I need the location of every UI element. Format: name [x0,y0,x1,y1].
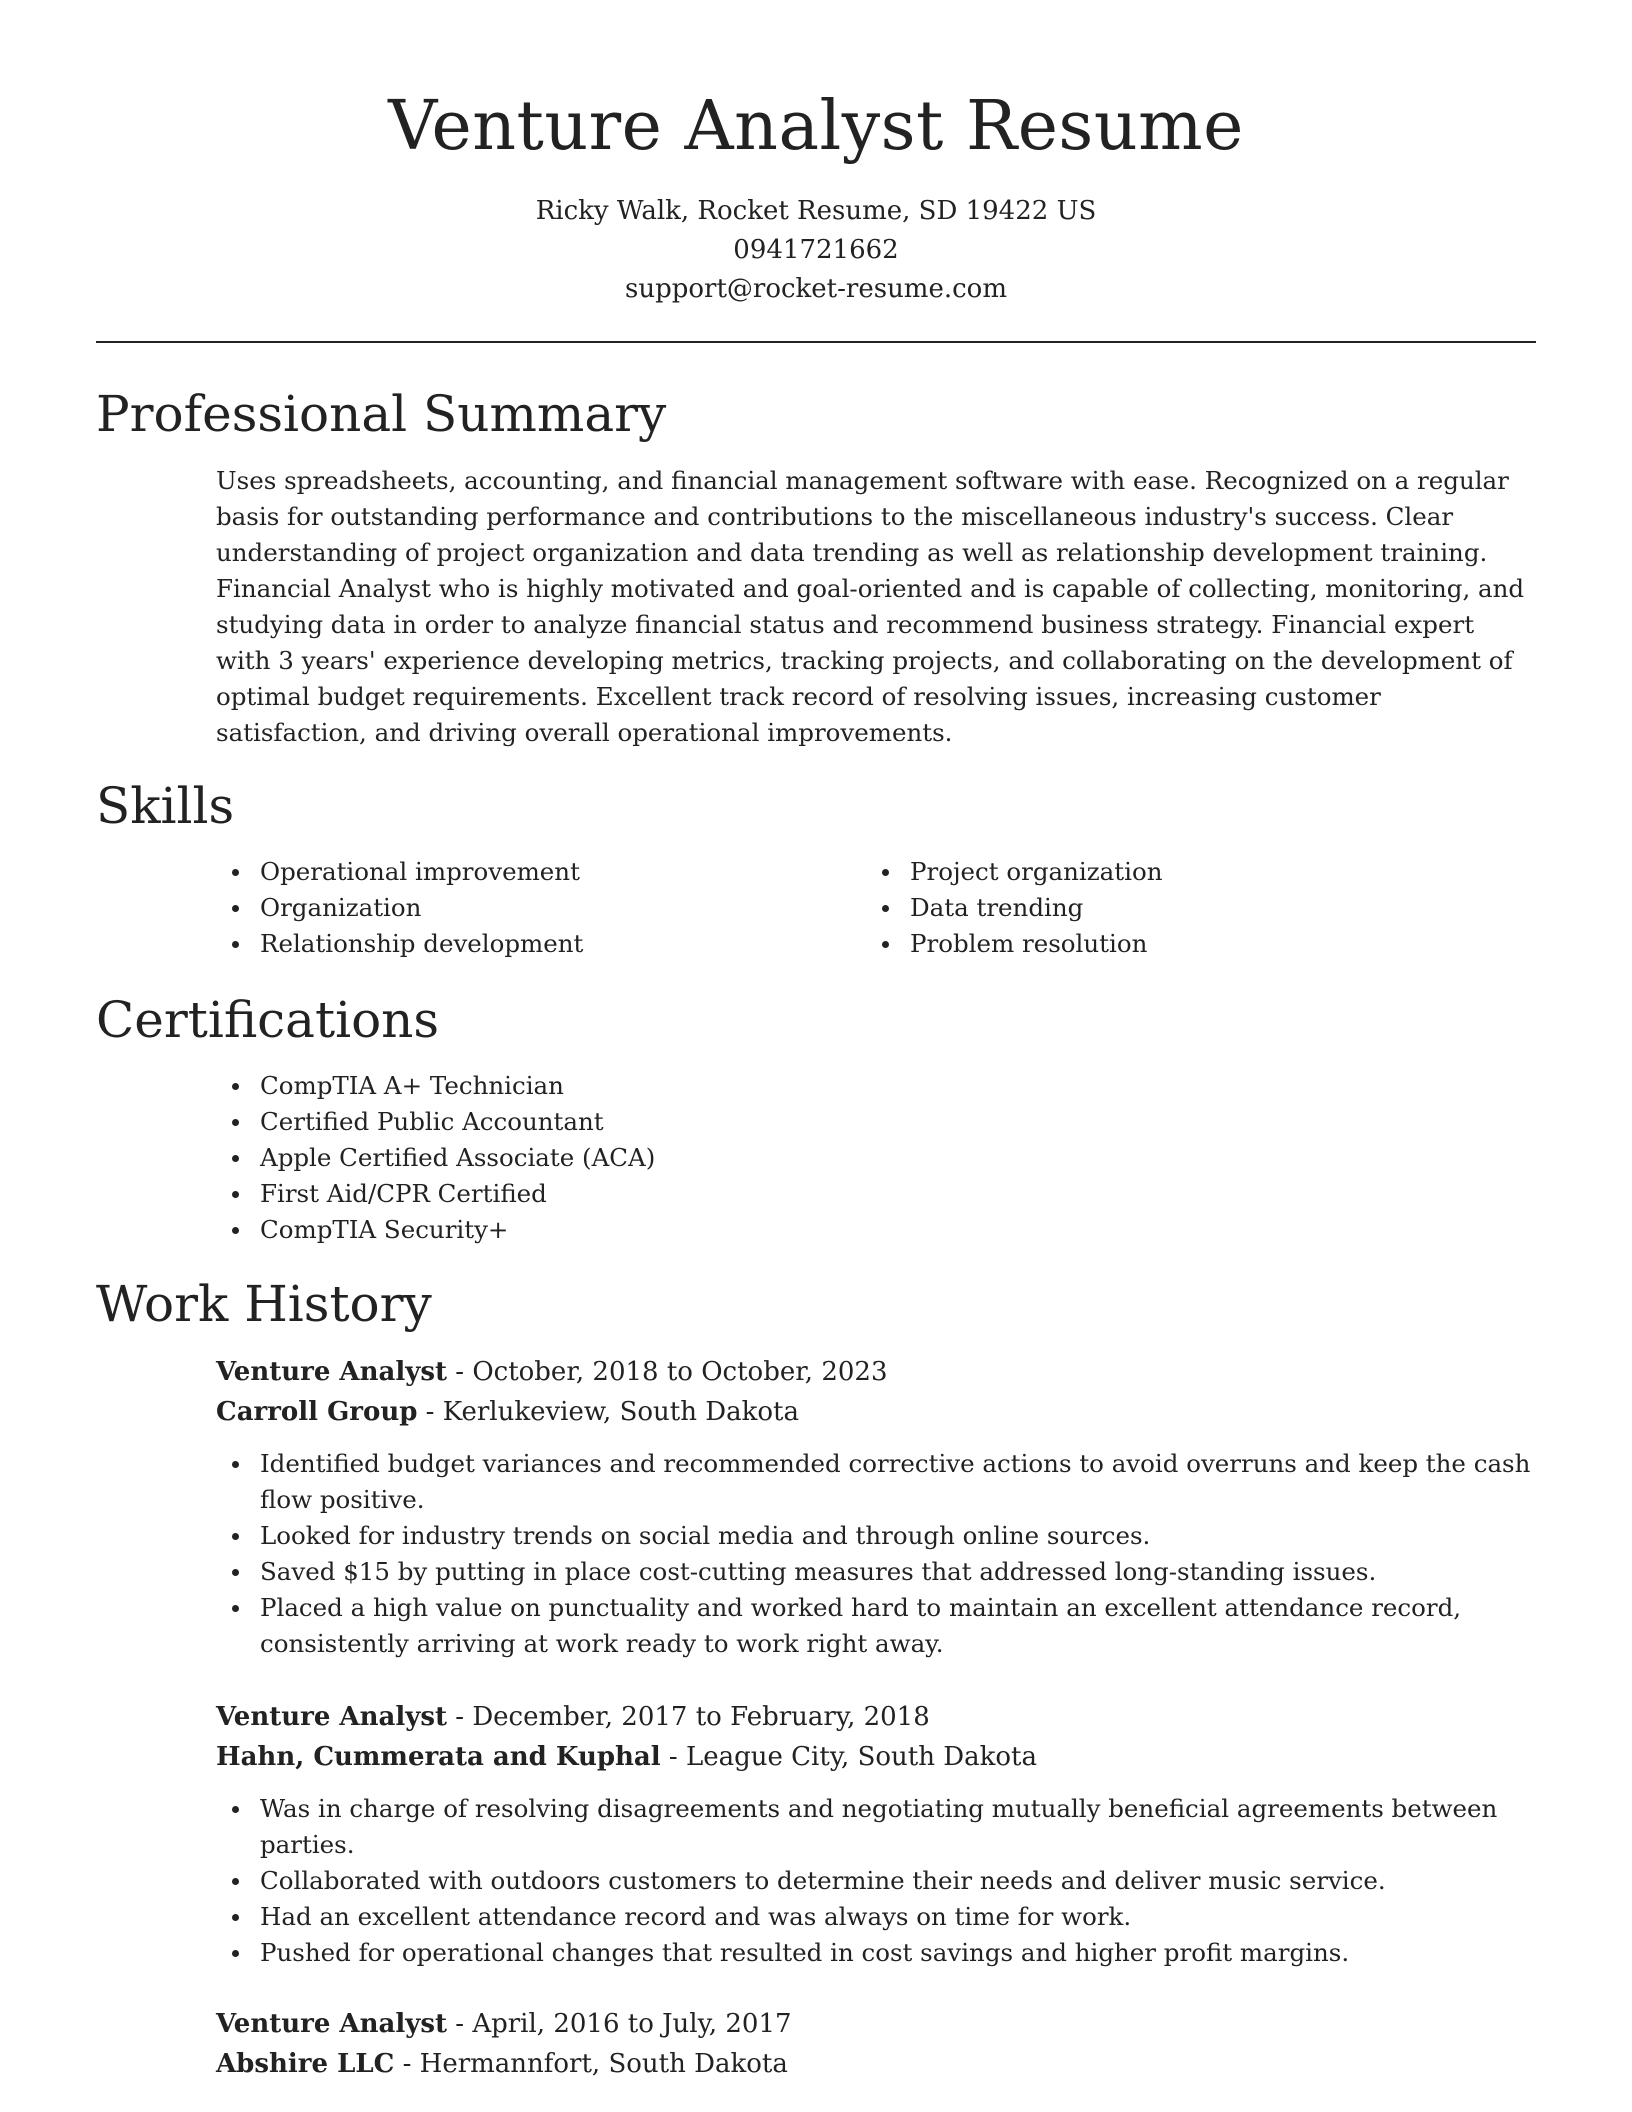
contact-block [96,192,1536,309]
list-item: CompTIA Security+ [216,1212,1536,1248]
certifications-heading: Certifications [96,991,440,1049]
job-role: Venture Analyst [216,2009,447,2039]
list-item: Placed a high value on punctuality and worked hard to maintain an excellent attendance record, consistently arriving at work ready to work right away. [216,1590,1536,1662]
list-item: Problem resolution [866,926,1506,962]
list-item: Pushed for operational changes that resulted in cost savings and higher profit margins. [216,1935,1536,1971]
certifications-list [216,1068,1536,1248]
summary-heading: Professional Summary [96,385,667,443]
skills-heading: Skills [96,777,235,835]
skills-list-right [866,854,1506,962]
job-company-line [216,1737,1037,1777]
job-location: - League City, South Dakota [660,1742,1037,1772]
list-item: First Aid/CPR Certified [216,1176,1536,1212]
job-company-line [216,1392,799,1432]
job-bullets [216,1791,1536,1971]
job-dates: - October, 2018 to October, 2023 [447,1357,888,1387]
list-item: Organization [216,890,856,926]
job-company: Carroll Group [216,1397,418,1427]
job-location: - Hermannfort, South Dakota [394,2049,788,2079]
list-item: Operational improvement [216,854,856,890]
job-company-line [216,2044,788,2084]
job-role: Venture Analyst [216,1702,447,1732]
list-item: Certified Public Accountant [216,1104,1536,1140]
list-item: CompTIA A+ Technician [216,1068,1536,1104]
list-item: Looked for industry trends on social media and through online sources. [216,1518,1536,1554]
skills-list-left [216,854,856,962]
list-item: Identified budget variances and recommended corrective actions to avoid overruns and keep the cash flow positive. [216,1446,1536,1518]
list-item: Had an excellent attendance record and was always on time for work. [216,1899,1536,1935]
job-company: Abshire LLC [216,2049,395,2079]
list-item: Apple Certified Associate (ACA) [216,1140,1536,1176]
work-history-heading: Work History [96,1275,432,1333]
list-item: Data trending [866,890,1506,926]
summary-text: Uses spreadsheets, accounting, and financial management software with ease. Recognized on a regular basis for outstanding performance and contributions to the miscellaneous industry's success. Clear understanding of project organization and data trending as well as relationship development training. Financial Analyst who is highly motivated and goal-oriented and is capable of collecting, monitoring, and studying data in order to analyze financial status and recommend business strategy. Financial expert with 3 years' experience developing metrics, tracking projects, and collaborating on the development of optimal budget requirements. Excellent track record of resolving issues, increasing customer satisfaction, and driving overall operational improvements. [216,466,1525,747]
job-role: Venture Analyst [216,1357,447,1387]
job-title-line [216,1697,930,1737]
job-dates: - April, 2016 to July, 2017 [447,2009,792,2039]
list-item: Collaborated with outdoors customers to determine their needs and deliver music service. [216,1863,1536,1899]
job-title-line [216,1352,888,1392]
contact-phone: 0941721662 [733,235,899,265]
job-dates: - December, 2017 to February, 2018 [447,1702,930,1732]
list-item: Was in charge of resolving disagreements and negotiating mutually beneficial agreements between parties. [216,1791,1536,1863]
contact-address: Ricky Walk, Rocket Resume, SD 19422 US [535,196,1097,226]
job-company: Hahn, Cummerata and Kuphal [216,1742,661,1772]
list-item: Project organization [866,854,1506,890]
list-item: Saved $15 by putting in place cost-cutting measures that addressed long-standing issues. [216,1554,1536,1590]
contact-email: support@rocket-resume.com [624,274,1007,304]
job-title-line [216,2004,792,2044]
job-bullets [216,1446,1536,1662]
header-divider [96,341,1536,343]
job-location: - Kerlukeview, South Dakota [417,1397,799,1427]
resume-title: Venture Analyst Resume [388,87,1244,166]
list-item: Relationship development [216,926,856,962]
